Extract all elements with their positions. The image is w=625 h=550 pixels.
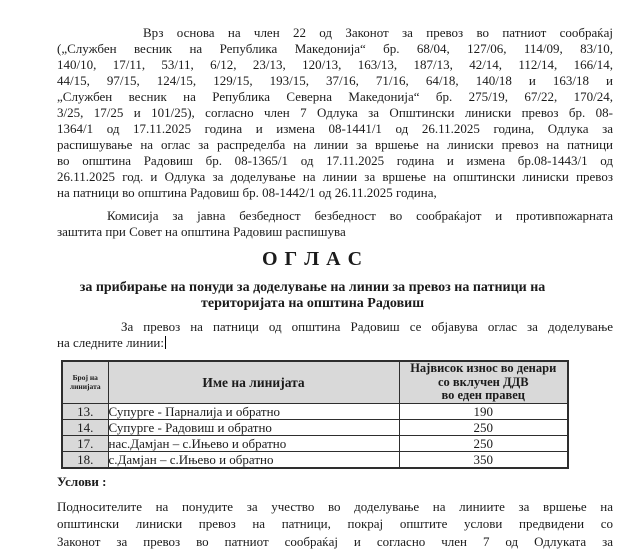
announcement-subtitle	[0, 280, 625, 312]
text-line: 44/15, 97/15, 124/15, 129/15, 193/15, 37/16, 71/16, 64/18, 140/18 и 163/18 и	[57, 73, 613, 89]
table-header-row	[62, 361, 568, 403]
text-line: на патници во општина Радовиш бр. 08-1442/1 од 26.11.2025 година,	[57, 185, 613, 201]
line-name-cell: Супурге - Парналија и обратно	[108, 403, 399, 419]
header-text: во еден правец	[400, 389, 568, 403]
announcement-title: О Г Л А С	[0, 247, 625, 271]
text-line: на следните линии:	[57, 335, 613, 351]
line-name-cell: Супурге - Радовиш и обратно	[108, 419, 399, 435]
commission-paragraph	[57, 208, 613, 240]
line-name-cell: нас.Дамјан – с.Ињево и обратно	[108, 435, 399, 451]
table-row	[62, 435, 568, 451]
text-line: 26.11.2025 год. и Одлука за доделување на линии за вршење на општински линиски превоз	[57, 169, 613, 185]
header-line-number	[62, 361, 108, 403]
legal-basis-paragraph	[57, 25, 613, 201]
table-row	[62, 419, 568, 435]
table-row	[62, 451, 568, 468]
text-line: распишување на оглас за распределба на линии за вршење на линиски превоз на патници	[57, 137, 613, 153]
header-text: Број на	[63, 373, 108, 382]
subtitle-line: територијата на општина Радовиш	[0, 296, 625, 312]
line-name-cell: с.Дамјан – с.Ињево и обратно	[108, 451, 399, 468]
text-line: општински линиски превоз на патници, покрај општите услови предвидени со	[57, 515, 613, 533]
price-cell: 190	[399, 403, 568, 419]
lines-table	[61, 360, 569, 469]
line-number-cell: 18.	[62, 451, 108, 468]
text-line: 3/25, 17/25 и 101/25), согласно член 7 Одлука за Општински линиски превоз бр. 08-	[57, 105, 613, 121]
text-line: „Службен весник на Република Северна Македонија“ бр. 275/19, 67/22, 170/24,	[57, 89, 613, 105]
price-cell: 350	[399, 451, 568, 468]
text-cursor	[165, 336, 166, 349]
header-max-price	[399, 361, 568, 403]
text-line: во општина Радовиш бр. 08-1365/1 од 17.11.2025 година и измена бр.08-1443/1 од	[57, 153, 613, 169]
text-line: Законот за превоз во патниот сообраќај и согласно член 7 од Одлуката за	[57, 533, 613, 550]
price-cell: 250	[399, 435, 568, 451]
text-line: Врз основа на член 22 од Законот за превоз во патниот сообраќај	[57, 25, 613, 41]
conditions-paragraph	[57, 498, 613, 550]
header-text: линијата	[63, 382, 108, 391]
text-line: Комисија за јавна безбедност безбедност во сообраќајот и противпожарната	[57, 208, 613, 224]
table-row	[62, 403, 568, 419]
text-line: За превоз на патници од општина Радовиш се објавува оглас за доделување	[57, 319, 613, 335]
line-number-cell: 17.	[62, 435, 108, 451]
header-text: Највисок износ во денари	[400, 362, 568, 376]
text-line: 140/10, 17/11, 53/11, 6/12, 23/13, 120/13, 163/13, 187/13, 42/14, 112/14, 166/14,	[57, 57, 613, 73]
text-line: Подносителите на понудите за учество во доделување на линиите за вршење на	[57, 498, 613, 516]
subtitle-line: за прибирање на понуди за доделување на линии за превоз на патници на	[0, 280, 625, 296]
header-line-name: Име на линијата	[108, 361, 399, 403]
text-line: заштита при Совет на општина Радовиш распишува	[57, 224, 613, 240]
text-line: („Службен весник на Република Македонија“ бр. 68/04, 127/06, 114/09, 83/10,	[57, 41, 613, 57]
line-number-cell: 14.	[62, 419, 108, 435]
price-cell: 250	[399, 419, 568, 435]
header-text: со вклучен ДДВ	[400, 376, 568, 390]
text-line: 1364/1 од 17.11.2025 година и измена 08-1441/1 од 26.11.2025 година, Одлука за	[57, 121, 613, 137]
intro-paragraph	[57, 319, 613, 351]
line-number-cell: 13.	[62, 403, 108, 419]
conditions-heading: Услови :	[57, 474, 613, 490]
